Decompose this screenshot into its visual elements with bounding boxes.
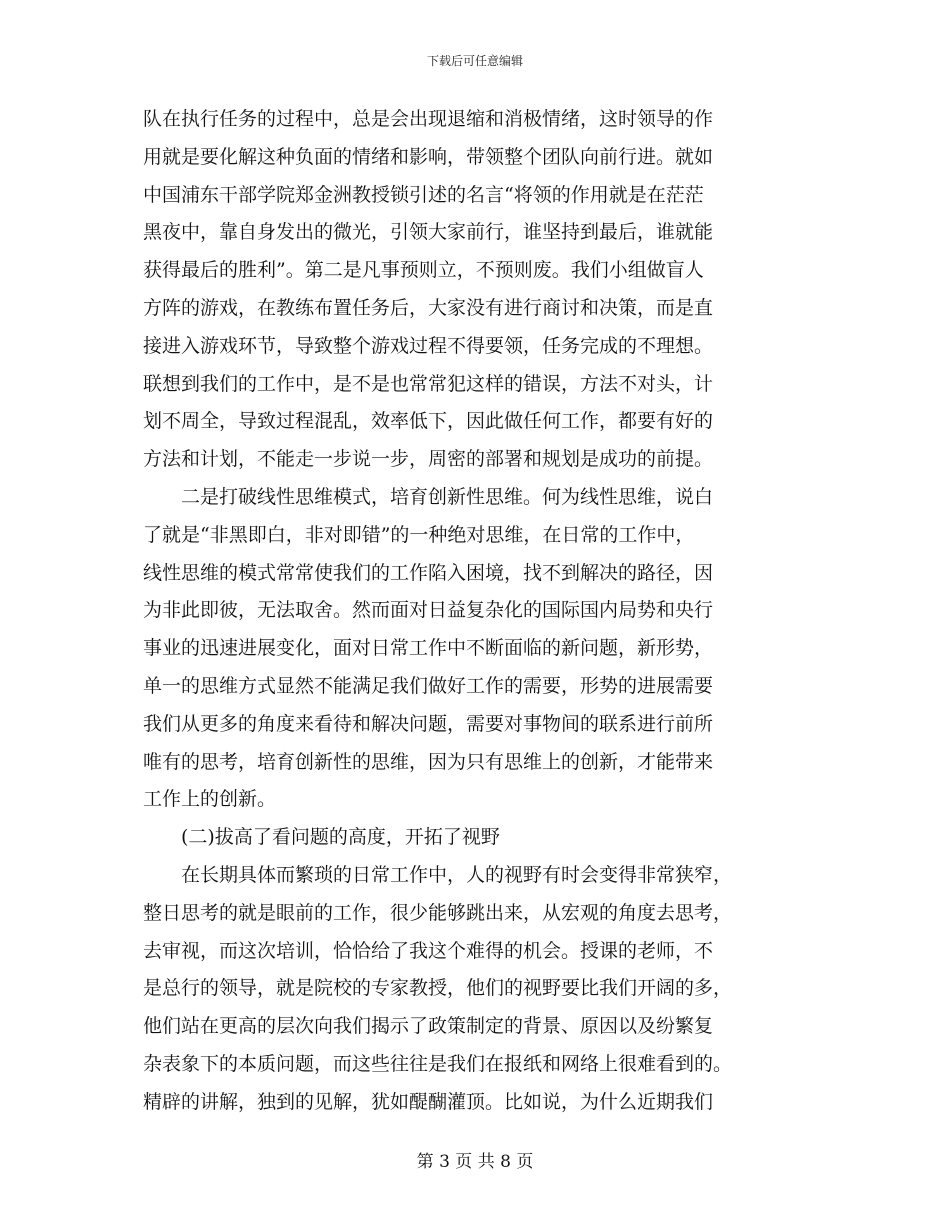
- text-line: 接进入游戏环节，导致整个游戏过程不得要领，任务完成的不理想。: [143, 334, 714, 357]
- text-line: 方阵的游戏，在教练布置任务后，大家没有进行商讨和决策，而是直: [143, 296, 714, 319]
- text-line: 工作上的创新。: [143, 788, 277, 811]
- text-line: 联想到我们的工作中，是不是也常常犯这样的错误，方法不对头，计: [143, 372, 714, 395]
- text-line: 整日思考的就是眼前的工作，很少能够跳出来，从宏观的角度去思考，: [143, 901, 733, 924]
- text-line: 用就是要化解这种负面的情绪和影响，带领整个团队向前行进。就如: [143, 145, 714, 168]
- text-line: 杂表象下的本质问题，而这些往往是我们在报纸和网络上很难看到的。: [143, 1052, 733, 1075]
- text-line: 我们从更多的角度来看待和解决问题，需要对事物间的联系进行前所: [143, 712, 714, 735]
- document-body: [143, 101, 823, 1122]
- page-header: 下载后可任意编辑: [426, 54, 523, 68]
- text-line: 中国浦东干部学院郑金洲教授锁引述的名言“将领的作用就是在茫茫: [143, 183, 704, 206]
- text-line: 线性思维的模式常常使我们的工作陷入困境，找不到解决的路径，因: [143, 561, 714, 584]
- text-line: 事业的迅速进展变化，面对日常工作中不断面临的新问题，新形势，: [143, 637, 714, 660]
- text-line: 他们站在更高的层次向我们揭示了政策制定的背景、原因以及纷繁复: [143, 1015, 714, 1038]
- text-line: 队在执行任务的过程中，总是会出现退缩和消极情绪，这时领导的作: [143, 108, 714, 130]
- page-number: 第 3 页 共 8 页: [416, 1152, 534, 1172]
- text-line: 方法和计划，不能走一步说一步，周密的部署和规划是成功的前提。: [143, 448, 714, 471]
- text-line: 唯有的思考，培育创新性的思维，因为只有思维上的创新，才能带来: [143, 750, 714, 773]
- paragraph-start-line: 在长期具体而繁琐的日常工作中，人的视野有时会变得非常狭窄，: [143, 863, 733, 886]
- text-line: 是总行的领导，就是院校的专家教授，他们的视野要比我们开阔的多，: [143, 977, 733, 1000]
- text-line: 精辟的讲解，独到的见解，犹如醍醐灌顶。比如说，为什么近期我们: [143, 1090, 714, 1113]
- section-heading: (二)拔高了看问题的高度，开拓了视野: [143, 826, 500, 849]
- text-line: 为非此即彼，无法取舍。然而面对日益复杂化的国际国内局势和央行: [143, 599, 714, 622]
- text-line: 单一的思维方式显然不能满足我们做好工作的需要，形势的进展需要: [143, 674, 714, 697]
- text-line: 获得最后的胜利”。第二是凡事预则立，不预则废。我们小组做盲人: [143, 259, 704, 282]
- text-line: 划不周全，导致过程混乱，效率低下，因此做任何工作，都要有好的: [143, 410, 714, 433]
- text-line: 黑夜中，靠自身发出的微光，引领大家前行，谁坚持到最后，谁就能: [143, 221, 714, 244]
- paragraph-start-line: 二是打破线性思维模式，培育创新性思维。何为线性思维，说白: [143, 485, 714, 508]
- text-line: 去审视，而这次培训，恰恰给了我这个难得的机会。授课的老师，不: [143, 939, 714, 962]
- text-line: 了就是“非黑即白，非对即错”的一种绝对思维，在日常的工作中，: [143, 523, 695, 546]
